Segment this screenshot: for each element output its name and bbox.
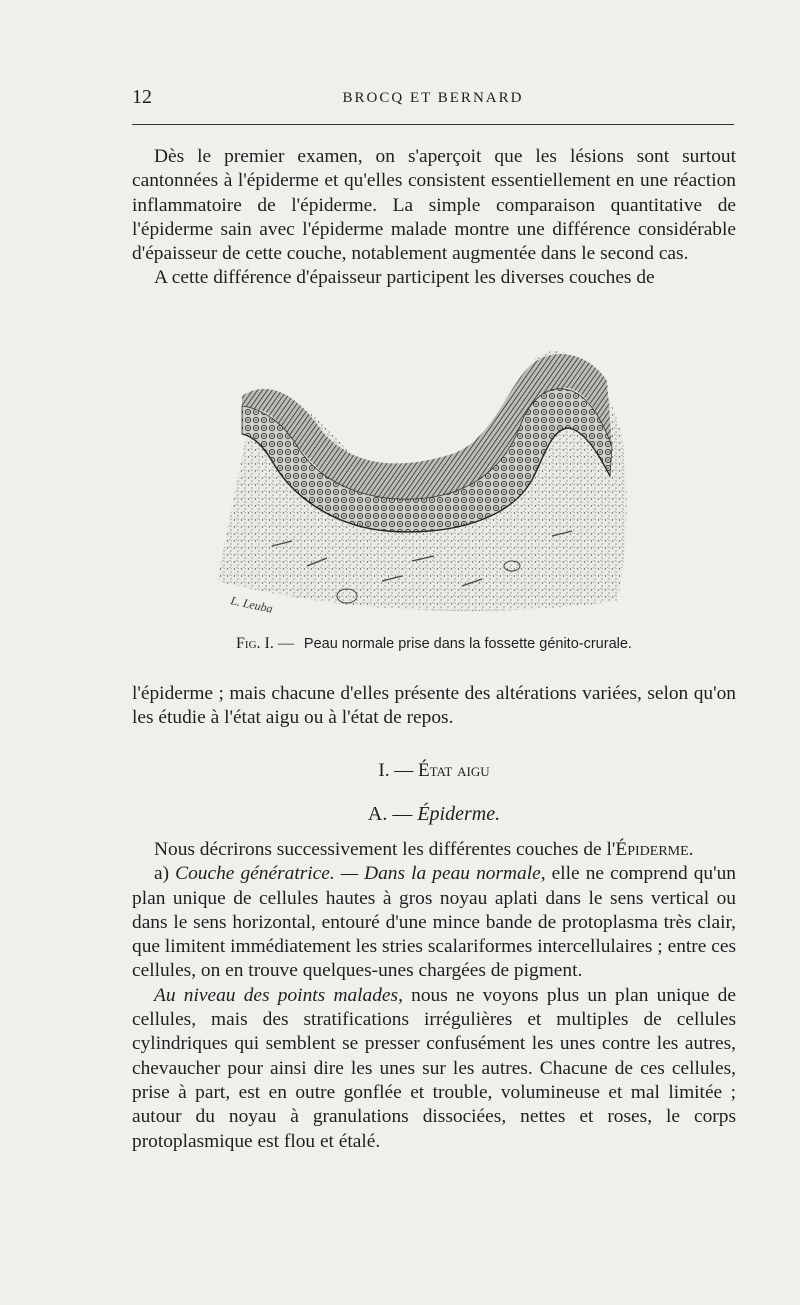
paragraph <box>132 838 736 862</box>
paragraph <box>132 862 736 983</box>
text-run: nous ne voyons plus un plan unique de cellules, mais des stratifications irrégulières et multiples de cellules cylindriques qui semblent se presser confusément les unes contre les autres, chevaucher pour ainsi dire les unes sur les autres. Chacune de ces cellules, prise à part, est en outre gonflée et trouble, volumineuse et mal limitée ; autour du noyau à granulations dissociées, nettes et roses, le corps protoplasmique est flou et étalé. <box>132 984 736 1152</box>
body-paragraphs <box>132 838 736 1154</box>
continuation-paragraph <box>132 682 736 731</box>
subsection-title: Épiderme. <box>417 803 501 825</box>
skin-section-illustration <box>212 336 632 621</box>
text-run: . <box>688 839 694 860</box>
histology-figure <box>212 336 632 621</box>
running-head: BROCQ ET BERNARD <box>342 90 524 106</box>
subsection-heading <box>132 803 736 826</box>
paragraph: l'épiderme ; mais chacune d'elles présente des altérations variées, selon qu'on les étudie à l'état aigu ou à l'état de repos. <box>132 683 736 729</box>
text-run: Nous décrirons successivement les différentes couches de l' <box>154 839 616 860</box>
figure-label: Fig. I. — <box>236 635 294 652</box>
paragraph: Dès le premier examen, on s'aperçoit que les lésions sont surtout cantonnées à l'épiderme et qu'elles consistent essentiellement en une réaction inflammatoire de l'épiderme. La simple comparaison quantitative de l'épiderme sain avec l'épiderme malade montre une différence considérable d'épaisseur de cette couche, notablement augmentée dans le second cas. <box>132 146 736 265</box>
artist-signature: L. Leuba <box>229 593 275 616</box>
paragraph <box>132 984 736 1154</box>
paragraph: A cette différence d'épaisseur participent les diverses couches de <box>154 267 655 289</box>
opening-paragraphs <box>132 145 736 291</box>
text-run: a) <box>154 863 176 885</box>
smallcaps-word: Épiderme <box>615 839 689 860</box>
italic-run: Au niveau des points malades, <box>154 984 403 1006</box>
section-heading <box>132 760 736 782</box>
caption-text: Peau normale prise dans la fossette génito-crurale. <box>303 636 632 652</box>
page-header <box>132 86 734 116</box>
page-number: 12 <box>132 86 152 108</box>
text-run: elle ne comprend qu'un plan unique de cellules hautes à gros noyau aplati dans le sens vertical ou dans le sens horizontal, entouré d'une mince bande de protoplasma très clair, que limitent immédiatement les stries scalariformes intercellulaires ; entre ces cellules, on en trouve quelques-unes chargées de pigment. <box>132 863 736 982</box>
subsection-label: A. — <box>367 803 413 825</box>
section-title: État aigu <box>417 760 490 781</box>
header-rule <box>132 124 734 125</box>
section-number: I. — <box>378 760 414 781</box>
figure-caption <box>132 635 736 653</box>
italic-run: Couche génératrice. — Dans la peau normale, <box>175 863 546 885</box>
